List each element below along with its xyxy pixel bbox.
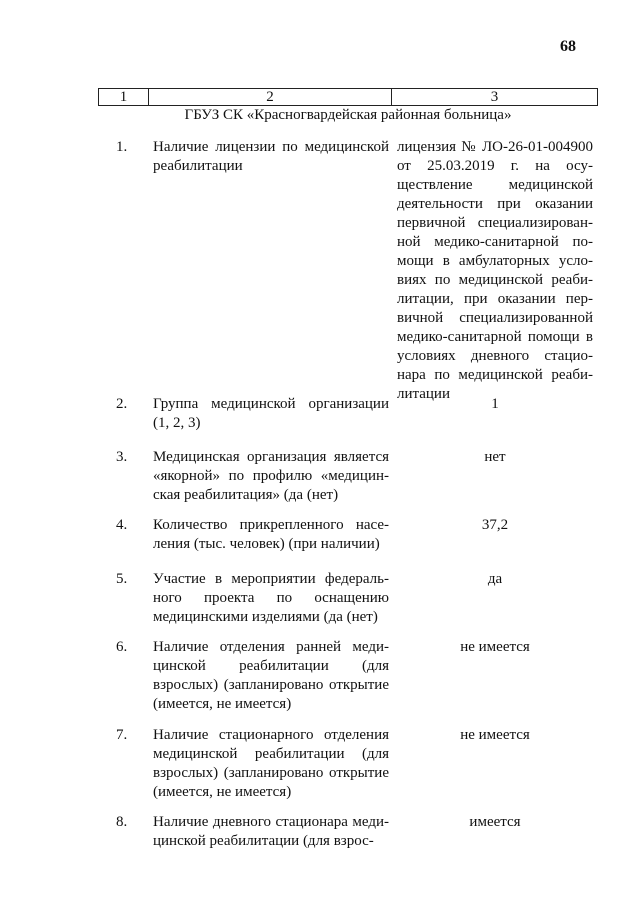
table-column-header [98,88,598,106]
row-value: не имеется [460,727,530,743]
row-value: нет [484,449,506,465]
row-label: Медицинская организация является «якорной» по профилю «медицинская реабилитация» (да (нет) [153,449,389,503]
row-number: 4. [116,517,128,533]
page-number: 68 [560,38,576,55]
row-label: Наличие лицензии по медицинской реабилитации [153,139,389,174]
column-number-2: 2 [149,89,392,105]
row-number: 5. [116,571,128,587]
row-label: Группа медицинской организации (1, 2, 3) [153,396,389,431]
row-label: Наличие отделения ранней медицинской реабилитации (для взрослых) (запланировано открытие (имеется, не имеется) [153,639,389,712]
row-label: Участие в мероприятии федерального проекта по оснащению медицинскими изделиями (да (нет) [153,571,389,625]
row-value: 37,2 [481,517,509,533]
row-number: 7. [116,727,128,743]
organization-title: ГБУЗ СК «Красногвардейская районная больница» [184,107,512,123]
row-label: Количество прикрепленного населения (тыс. человек) (при наличии) [153,517,389,552]
column-number-1: 1 [99,89,149,105]
row-number: 3. [116,449,128,465]
column-number-3: 3 [490,89,499,105]
row-value: 1 [491,396,499,412]
row-number: 2. [116,396,128,412]
row-number: 8. [116,814,128,830]
row-label: Наличие стационарного отделения медицинской реабилитации (для взрослых) (запланировано открытие (имеется, не имеется) [153,727,389,800]
row-value: не имеется [460,639,530,655]
row-number: 6. [116,639,128,655]
row-label: Наличие дневного стационара медицинской реабилитации (для взрос- [153,814,389,849]
row-value: да [487,571,503,587]
row-value: лицензия № ЛО-26-01-004900 от 25.03.2019 г. на осуществление медицинской деятельности при оказании первичной специализированной медико-санитарной помощи в амбулаторных условиях по медицинской реабилитации, при оказании первичной специализированной медико-санитарной помощи в условиях дневного стационара по медицинской реабилитации [397,139,593,402]
row-number: 1. [116,139,128,155]
row-value: имеется [469,814,521,830]
